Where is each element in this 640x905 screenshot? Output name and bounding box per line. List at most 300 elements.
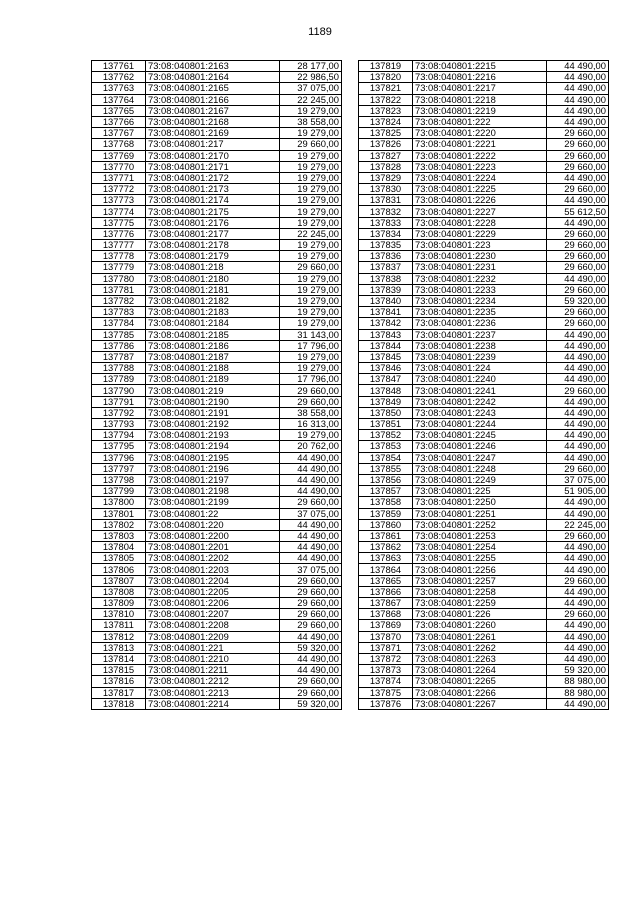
cadastral-number-cell: 73:08:040801:2201	[146, 542, 280, 553]
record-number-cell: 137781	[92, 284, 146, 295]
table-row	[359, 474, 609, 485]
record-number-cell: 137853	[359, 441, 413, 452]
cadastral-number-cell: 73:08:040801:2185	[146, 329, 280, 340]
cadastral-value-cell: 44 490,00	[547, 273, 609, 284]
cadastral-value-cell: 29 660,00	[280, 575, 342, 586]
cadastral-number-cell: 73:08:040801:2236	[413, 318, 547, 329]
record-number-cell: 137776	[92, 228, 146, 239]
record-number-cell: 137859	[359, 508, 413, 519]
table-row	[359, 396, 609, 407]
record-number-cell: 137800	[92, 497, 146, 508]
cadastral-value-cell: 22 986,50	[280, 72, 342, 83]
table-row	[92, 419, 342, 430]
cadastral-value-cell: 29 660,00	[280, 139, 342, 150]
cadastral-value-cell: 19 279,00	[280, 161, 342, 172]
cadastral-value-cell: 19 279,00	[280, 430, 342, 441]
table-row	[359, 385, 609, 396]
cadastral-value-cell: 44 490,00	[547, 329, 609, 340]
cadastral-value-cell: 44 490,00	[547, 94, 609, 105]
cadastral-number-cell: 73:08:040801:2264	[413, 665, 547, 676]
cadastral-value-cell: 44 490,00	[547, 497, 609, 508]
record-number-cell: 137854	[359, 452, 413, 463]
table-row	[359, 139, 609, 150]
table-row	[92, 497, 342, 508]
record-number-cell: 137806	[92, 564, 146, 575]
table-row	[359, 575, 609, 586]
table-row	[359, 452, 609, 463]
table-row	[92, 463, 342, 474]
cadastral-number-cell: 73:08:040801:2231	[413, 262, 547, 273]
cadastral-number-cell: 73:08:040801:2238	[413, 340, 547, 351]
cadastral-number-cell: 73:08:040801:2246	[413, 441, 547, 452]
cadastral-number-cell: 73:08:040801:22	[146, 508, 280, 519]
cadastral-number-cell: 73:08:040801:2181	[146, 284, 280, 295]
cadastral-number-cell: 73:08:040801:2197	[146, 474, 280, 485]
cadastral-value-cell: 44 490,00	[280, 452, 342, 463]
table-row	[92, 94, 342, 105]
cadastral-value-cell: 44 490,00	[547, 508, 609, 519]
record-number-cell: 137874	[359, 676, 413, 687]
table-row	[92, 150, 342, 161]
cadastral-number-cell: 73:08:040801:2225	[413, 184, 547, 195]
table-row	[92, 385, 342, 396]
cadastral-number-cell: 73:08:040801:2265	[413, 676, 547, 687]
cadastral-value-cell: 29 660,00	[547, 609, 609, 620]
cadastral-value-cell: 44 490,00	[547, 374, 609, 385]
record-number-cell: 137799	[92, 486, 146, 497]
cadastral-value-cell: 44 490,00	[547, 564, 609, 575]
cadastral-value-cell: 19 279,00	[280, 172, 342, 183]
record-number-cell: 137871	[359, 642, 413, 653]
cadastral-value-cell: 19 279,00	[280, 284, 342, 295]
cadastral-value-cell: 55 612,50	[547, 206, 609, 217]
table-row	[359, 486, 609, 497]
table-row	[92, 609, 342, 620]
cadastral-number-cell: 73:08:040801:2254	[413, 542, 547, 553]
cadastral-number-cell: 73:08:040801:2267	[413, 698, 547, 709]
cadastral-value-cell: 59 320,00	[280, 642, 342, 653]
cadastral-number-cell: 73:08:040801:2172	[146, 172, 280, 183]
table-row	[92, 598, 342, 609]
table-row	[92, 116, 342, 127]
cadastral-number-cell: 73:08:040801:2224	[413, 172, 547, 183]
cadastral-value-cell: 44 490,00	[547, 363, 609, 374]
cadastral-value-cell: 44 490,00	[547, 441, 609, 452]
cadastral-number-cell: 73:08:040801:2226	[413, 195, 547, 206]
cadastral-number-cell: 73:08:040801:2195	[146, 452, 280, 463]
cadastral-value-cell: 19 279,00	[280, 318, 342, 329]
table-row	[92, 61, 342, 72]
record-number-cell: 137797	[92, 463, 146, 474]
cadastral-number-cell: 73:08:040801:2209	[146, 631, 280, 642]
cadastral-number-cell: 73:08:040801:2173	[146, 184, 280, 195]
record-number-cell: 137861	[359, 530, 413, 541]
table-row	[359, 83, 609, 94]
table-row	[359, 665, 609, 676]
table-row	[359, 105, 609, 116]
cadastral-value-cell: 19 279,00	[280, 217, 342, 228]
cadastral-value-cell: 44 490,00	[280, 553, 342, 564]
cadastral-number-cell: 73:08:040801:2219	[413, 105, 547, 116]
cadastral-number-cell: 73:08:040801:2205	[146, 586, 280, 597]
record-number-cell: 137777	[92, 240, 146, 251]
cadastral-number-cell: 73:08:040801:2266	[413, 687, 547, 698]
record-number-cell: 137813	[92, 642, 146, 653]
table-row	[92, 105, 342, 116]
cadastral-value-cell: 44 490,00	[547, 351, 609, 362]
table-row	[359, 284, 609, 295]
cadastral-value-cell: 19 279,00	[280, 195, 342, 206]
cadastral-number-cell: 73:08:040801:2239	[413, 351, 547, 362]
table-row	[359, 598, 609, 609]
cadastral-value-cell: 37 075,00	[547, 474, 609, 485]
cadastral-number-cell: 73:08:040801:2223	[413, 161, 547, 172]
record-number-cell: 137765	[92, 105, 146, 116]
cadastral-value-cell: 29 660,00	[547, 385, 609, 396]
cadastral-number-cell: 73:08:040801:2186	[146, 340, 280, 351]
cadastral-value-cell: 88 980,00	[547, 687, 609, 698]
cadastral-value-cell: 19 279,00	[280, 128, 342, 139]
table-row	[92, 642, 342, 653]
cadastral-number-cell: 73:08:040801:2255	[413, 553, 547, 564]
cadastral-value-cell: 17 796,00	[280, 340, 342, 351]
table-row	[359, 251, 609, 262]
cadastral-value-cell: 28 177,00	[280, 61, 342, 72]
cadastral-value-cell: 88 980,00	[547, 676, 609, 687]
record-number-cell: 137862	[359, 542, 413, 553]
record-number-cell: 137769	[92, 150, 146, 161]
cadastral-number-cell: 73:08:040801:2208	[146, 620, 280, 631]
record-number-cell: 137792	[92, 407, 146, 418]
cadastral-value-cell: 59 320,00	[547, 665, 609, 676]
table-row	[92, 139, 342, 150]
table-row	[92, 698, 342, 709]
cadastral-number-cell: 73:08:040801:2232	[413, 273, 547, 284]
record-number-cell: 137767	[92, 128, 146, 139]
page-number: 1189	[308, 26, 332, 38]
register-table-body	[92, 61, 342, 710]
cadastral-value-cell: 44 490,00	[547, 396, 609, 407]
cadastral-value-cell: 44 490,00	[280, 653, 342, 664]
cadastral-number-cell: 73:08:040801:2248	[413, 463, 547, 474]
table-row	[92, 240, 342, 251]
cadastral-number-cell: 73:08:040801:2166	[146, 94, 280, 105]
record-number-cell: 137796	[92, 452, 146, 463]
cadastral-number-cell: 73:08:040801:2200	[146, 530, 280, 541]
cadastral-number-cell: 73:08:040801:2247	[413, 452, 547, 463]
cadastral-number-cell: 73:08:040801:2252	[413, 519, 547, 530]
table-row	[92, 217, 342, 228]
table-row	[359, 307, 609, 318]
table-row	[92, 653, 342, 664]
cadastral-number-cell: 73:08:040801:2178	[146, 240, 280, 251]
cadastral-value-cell: 19 279,00	[280, 240, 342, 251]
cadastral-value-cell: 29 660,00	[280, 497, 342, 508]
cadastral-number-cell: 73:08:040801:218	[146, 262, 280, 273]
record-number-cell: 137852	[359, 430, 413, 441]
cadastral-number-cell: 73:08:040801:2234	[413, 295, 547, 306]
cadastral-value-cell: 44 490,00	[547, 620, 609, 631]
table-row	[359, 620, 609, 631]
table-row	[92, 184, 342, 195]
record-number-cell: 137855	[359, 463, 413, 474]
table-row	[92, 486, 342, 497]
cadastral-number-cell: 73:08:040801:2193	[146, 430, 280, 441]
cadastral-number-cell: 73:08:040801:221	[146, 642, 280, 653]
record-number-cell: 137821	[359, 83, 413, 94]
table-row	[359, 430, 609, 441]
record-number-cell: 137842	[359, 318, 413, 329]
cadastral-value-cell: 44 490,00	[547, 83, 609, 94]
cadastral-number-cell: 73:08:040801:219	[146, 385, 280, 396]
table-row	[92, 508, 342, 519]
cadastral-number-cell: 73:08:040801:2249	[413, 474, 547, 485]
cadastral-value-cell: 44 490,00	[547, 340, 609, 351]
table-row	[359, 228, 609, 239]
record-number-cell: 137846	[359, 363, 413, 374]
record-number-cell: 137786	[92, 340, 146, 351]
cadastral-value-cell: 44 490,00	[547, 653, 609, 664]
cadastral-value-cell: 29 660,00	[547, 139, 609, 150]
table-row	[359, 318, 609, 329]
record-number-cell: 137831	[359, 195, 413, 206]
record-number-cell: 137808	[92, 586, 146, 597]
record-number-cell: 137779	[92, 262, 146, 273]
register-table-body	[359, 61, 609, 710]
cadastral-number-cell: 73:08:040801:2204	[146, 575, 280, 586]
table-row	[359, 553, 609, 564]
table-row	[92, 161, 342, 172]
record-number-cell: 137790	[92, 385, 146, 396]
cadastral-number-cell: 73:08:040801:2211	[146, 665, 280, 676]
record-number-cell: 137827	[359, 150, 413, 161]
record-number-cell: 137845	[359, 351, 413, 362]
cadastral-value-cell: 29 660,00	[547, 240, 609, 251]
table-row	[92, 396, 342, 407]
cadastral-value-cell: 44 490,00	[280, 530, 342, 541]
record-number-cell: 137762	[92, 72, 146, 83]
cadastral-value-cell: 44 490,00	[547, 217, 609, 228]
table-row	[92, 251, 342, 262]
table-row	[359, 295, 609, 306]
cadastral-value-cell: 44 490,00	[547, 598, 609, 609]
cadastral-number-cell: 73:08:040801:2263	[413, 653, 547, 664]
record-number-cell: 137865	[359, 575, 413, 586]
record-number-cell: 137872	[359, 653, 413, 664]
cadastral-value-cell: 29 660,00	[547, 284, 609, 295]
cadastral-value-cell: 38 558,00	[280, 116, 342, 127]
record-number-cell: 137851	[359, 419, 413, 430]
table-row	[359, 676, 609, 687]
cadastral-number-cell: 73:08:040801:224	[413, 363, 547, 374]
table-row	[92, 307, 342, 318]
cadastral-number-cell: 73:08:040801:2165	[146, 83, 280, 94]
table-row	[359, 508, 609, 519]
table-row	[92, 564, 342, 575]
cadastral-number-cell: 73:08:040801:2203	[146, 564, 280, 575]
record-number-cell: 137836	[359, 251, 413, 262]
table-row	[359, 150, 609, 161]
cadastral-number-cell: 73:08:040801:2168	[146, 116, 280, 127]
record-number-cell: 137807	[92, 575, 146, 586]
record-number-cell: 137785	[92, 329, 146, 340]
record-number-cell: 137774	[92, 206, 146, 217]
cadastral-value-cell: 20 762,00	[280, 441, 342, 452]
cadastral-number-cell: 73:08:040801:2215	[413, 61, 547, 72]
cadastral-number-cell: 73:08:040801:2206	[146, 598, 280, 609]
table-row	[92, 363, 342, 374]
table-row	[92, 407, 342, 418]
cadastral-number-cell: 73:08:040801:226	[413, 609, 547, 620]
cadastral-number-cell: 73:08:040801:2216	[413, 72, 547, 83]
cadastral-value-cell: 29 660,00	[280, 586, 342, 597]
cadastral-number-cell: 73:08:040801:2220	[413, 128, 547, 139]
table-row	[92, 83, 342, 94]
record-number-cell: 137787	[92, 351, 146, 362]
record-number-cell: 137810	[92, 609, 146, 620]
cadastral-number-cell: 73:08:040801:2182	[146, 295, 280, 306]
cadastral-value-cell: 37 075,00	[280, 83, 342, 94]
record-number-cell: 137866	[359, 586, 413, 597]
cadastral-value-cell: 19 279,00	[280, 295, 342, 306]
cadastral-number-cell: 73:08:040801:2262	[413, 642, 547, 653]
table-row	[359, 419, 609, 430]
cadastral-number-cell: 73:08:040801:2176	[146, 217, 280, 228]
cadastral-value-cell: 44 490,00	[547, 586, 609, 597]
record-number-cell: 137873	[359, 665, 413, 676]
cadastral-number-cell: 73:08:040801:2184	[146, 318, 280, 329]
cadastral-number-cell: 73:08:040801:2253	[413, 530, 547, 541]
table-row	[92, 128, 342, 139]
cadastral-value-cell: 44 490,00	[547, 105, 609, 116]
cadastral-value-cell: 44 490,00	[280, 665, 342, 676]
cadastral-value-cell: 19 279,00	[280, 273, 342, 284]
cadastral-number-cell: 73:08:040801:2164	[146, 72, 280, 83]
cadastral-value-cell: 44 490,00	[280, 519, 342, 530]
record-number-cell: 137822	[359, 94, 413, 105]
table-row	[92, 72, 342, 83]
cadastral-number-cell: 73:08:040801:2190	[146, 396, 280, 407]
cadastral-number-cell: 73:08:040801:2233	[413, 284, 547, 295]
cadastral-value-cell: 22 245,00	[547, 519, 609, 530]
cadastral-number-cell: 73:08:040801:2213	[146, 687, 280, 698]
cadastral-number-cell: 73:08:040801:2229	[413, 228, 547, 239]
record-number-cell: 137844	[359, 340, 413, 351]
table-row	[359, 351, 609, 362]
cadastral-value-cell: 44 490,00	[547, 642, 609, 653]
cadastral-value-cell: 29 660,00	[547, 307, 609, 318]
cadastral-value-cell: 44 490,00	[547, 61, 609, 72]
table-row	[359, 72, 609, 83]
cadastral-value-cell: 44 490,00	[547, 698, 609, 709]
record-number-cell: 137835	[359, 240, 413, 251]
cadastral-value-cell: 29 660,00	[547, 184, 609, 195]
table-row	[92, 676, 342, 687]
cadastral-number-cell: 73:08:040801:2256	[413, 564, 547, 575]
cadastral-number-cell: 73:08:040801:2202	[146, 553, 280, 564]
cadastral-number-cell: 73:08:040801:220	[146, 519, 280, 530]
table-row	[359, 340, 609, 351]
cadastral-number-cell: 73:08:040801:2235	[413, 307, 547, 318]
record-number-cell: 137764	[92, 94, 146, 105]
record-number-cell: 137824	[359, 116, 413, 127]
cadastral-value-cell: 29 660,00	[547, 530, 609, 541]
table-row	[92, 665, 342, 676]
cadastral-value-cell: 29 660,00	[547, 318, 609, 329]
cadastral-value-cell: 59 320,00	[547, 295, 609, 306]
record-number-cell: 137839	[359, 284, 413, 295]
record-number-cell: 137858	[359, 497, 413, 508]
table-row	[359, 172, 609, 183]
table-row	[359, 206, 609, 217]
table-row	[92, 519, 342, 530]
cadastral-number-cell: 73:08:040801:2221	[413, 139, 547, 150]
register-table-right	[358, 60, 609, 710]
record-number-cell: 137833	[359, 217, 413, 228]
table-row	[359, 195, 609, 206]
record-number-cell: 137802	[92, 519, 146, 530]
cadastral-number-cell: 73:08:040801:2198	[146, 486, 280, 497]
table-row	[359, 161, 609, 172]
cadastral-number-cell: 73:08:040801:2174	[146, 195, 280, 206]
table-row	[359, 363, 609, 374]
table-row	[359, 116, 609, 127]
cadastral-number-cell: 73:08:040801:2192	[146, 419, 280, 430]
record-number-cell: 137805	[92, 553, 146, 564]
record-number-cell: 137841	[359, 307, 413, 318]
cadastral-value-cell: 29 660,00	[280, 687, 342, 698]
cadastral-number-cell: 73:08:040801:2237	[413, 329, 547, 340]
record-number-cell: 137772	[92, 184, 146, 195]
record-number-cell: 137766	[92, 116, 146, 127]
cadastral-value-cell: 44 490,00	[547, 407, 609, 418]
cadastral-number-cell: 73:08:040801:2257	[413, 575, 547, 586]
record-number-cell: 137843	[359, 329, 413, 340]
cadastral-number-cell: 73:08:040801:217	[146, 139, 280, 150]
cadastral-number-cell: 73:08:040801:2191	[146, 407, 280, 418]
table-row	[92, 441, 342, 452]
cadastral-number-cell: 73:08:040801:2217	[413, 83, 547, 94]
table-row	[359, 687, 609, 698]
record-number-cell: 137868	[359, 609, 413, 620]
cadastral-number-cell: 73:08:040801:2260	[413, 620, 547, 631]
record-number-cell: 137795	[92, 441, 146, 452]
cadastral-value-cell: 17 796,00	[280, 374, 342, 385]
cadastral-value-cell: 44 490,00	[547, 542, 609, 553]
table-row	[359, 94, 609, 105]
record-number-cell: 137809	[92, 598, 146, 609]
cadastral-number-cell: 73:08:040801:223	[413, 240, 547, 251]
record-number-cell: 137826	[359, 139, 413, 150]
table-row	[92, 586, 342, 597]
table-row	[359, 564, 609, 575]
cadastral-number-cell: 73:08:040801:2250	[413, 497, 547, 508]
table-row	[359, 240, 609, 251]
cadastral-value-cell: 16 313,00	[280, 419, 342, 430]
cadastral-number-cell: 73:08:040801:2212	[146, 676, 280, 687]
table-row	[359, 407, 609, 418]
cadastral-number-cell: 73:08:040801:2222	[413, 150, 547, 161]
record-number-cell: 137837	[359, 262, 413, 273]
cadastral-value-cell: 37 075,00	[280, 508, 342, 519]
cadastral-number-cell: 73:08:040801:2163	[146, 61, 280, 72]
record-number-cell: 137798	[92, 474, 146, 485]
record-number-cell: 137814	[92, 653, 146, 664]
cadastral-number-cell: 73:08:040801:2230	[413, 251, 547, 262]
table-row	[359, 262, 609, 273]
record-number-cell: 137816	[92, 676, 146, 687]
record-number-cell: 137857	[359, 486, 413, 497]
